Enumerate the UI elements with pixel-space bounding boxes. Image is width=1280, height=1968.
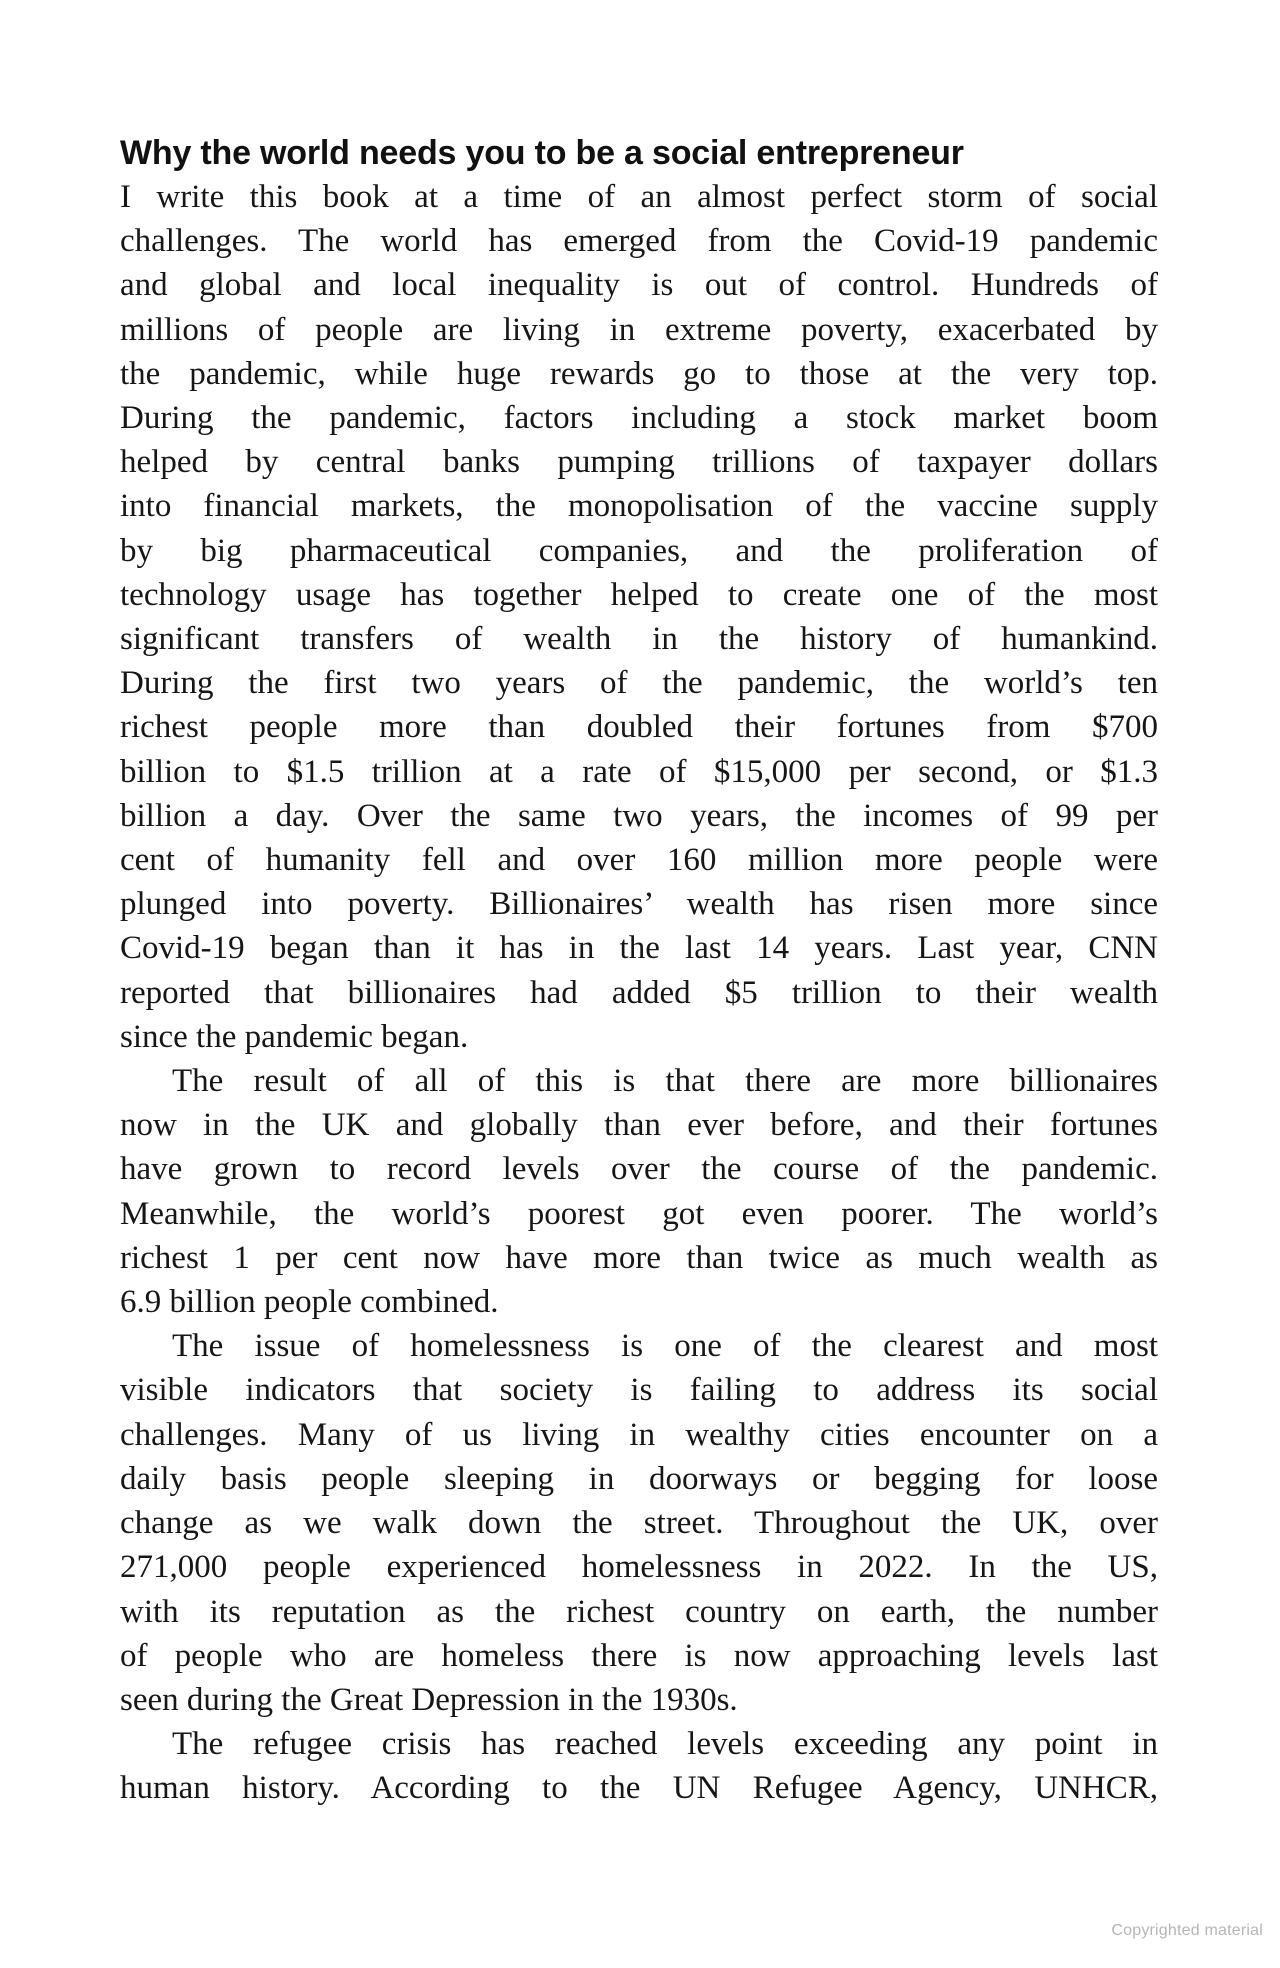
text-line: Meanwhile, the world’s poorest got even poorer. The world’s (120, 1195, 1158, 1232)
section-heading: Why the world needs you to be a social entrepreneur (120, 134, 964, 172)
text-line: richest 1 per cent now have more than twice as much wealth as (120, 1239, 1158, 1276)
text-line: daily basis people sleeping in doorways or begging for loose (120, 1460, 1158, 1497)
text-line: the pandemic, while huge rewards go to those at the very top. (120, 355, 1158, 392)
text-line: and global and local inequality is out of control. Hundreds of (120, 267, 1158, 304)
text-line: The refugee crisis has reached levels exceeding any point in (172, 1726, 1158, 1763)
paragraph (120, 1722, 1158, 1810)
text-line: since the pandemic began. (120, 1018, 469, 1055)
text-line: technology usage has together helped to create one of the most (120, 576, 1158, 613)
text-line: of people who are homeless there is now approaching levels last (120, 1637, 1158, 1674)
text-line: now in the UK and globally than ever before, and their fortunes (120, 1107, 1158, 1144)
text-line: with its reputation as the richest country on earth, the number (120, 1593, 1158, 1630)
copyright-watermark: Copyrighted material (1111, 1922, 1263, 1939)
text-line: The result of all of this is that there are more billionaires (172, 1063, 1158, 1100)
page-content (120, 131, 1158, 1811)
text-line: cent of humanity fell and over 160 million more people were (120, 842, 1158, 879)
text-line: seen during the Great Depression in the 1930s. (120, 1681, 738, 1718)
text-line: During the pandemic, factors including a stock market boom (120, 400, 1158, 437)
text-line: by big pharmaceutical companies, and the proliferation of (120, 532, 1158, 569)
text-line: human history. According to the UN Refugee Agency, UNHCR, (120, 1770, 1158, 1807)
text-line: have grown to record levels over the course of the pandemic. (120, 1151, 1158, 1188)
text-line: billion a day. Over the same two years, the incomes of 99 per (120, 797, 1158, 834)
text-line: Covid-19 began than it has in the last 14 years. Last year, CNN (120, 930, 1158, 967)
text-line: challenges. The world has emerged from the Covid-19 pandemic (120, 223, 1158, 260)
text-line: I write this book at a time of an almost perfect storm of social (120, 179, 1158, 215)
paragraph (120, 1324, 1158, 1722)
text-line: challenges. Many of us living in wealthy cities encounter on a (120, 1416, 1158, 1453)
text-line: reported that billionaires had added $5 trillion to their wealth (120, 974, 1158, 1011)
text-line: into financial markets, the monopolisation of the vaccine supply (120, 488, 1158, 525)
text-line: significant transfers of wealth in the history of humankind. (120, 621, 1158, 658)
text-line: richest people more than doubled their fortunes from $700 (120, 709, 1158, 746)
text-line: visible indicators that society is failing to address its social (120, 1372, 1158, 1409)
text-line: During the first two years of the pandemic, the world’s ten (120, 665, 1158, 702)
paragraph (120, 175, 1158, 1059)
text-line: The issue of homelessness is one of the clearest and most (172, 1328, 1158, 1365)
text-line: helped by central banks pumping trillions of taxpayer dollars (120, 444, 1158, 481)
text-line: change as we walk down the street. Throughout the UK, over (120, 1505, 1158, 1542)
body-text (120, 175, 1158, 1811)
text-line: 6.9 billion people combined. (120, 1284, 499, 1321)
text-line: millions of people are living in extreme poverty, exacerbated by (120, 311, 1158, 348)
paragraph (120, 1059, 1158, 1324)
text-line: plunged into poverty. Billionaires’ wealth has risen more since (120, 886, 1158, 923)
text-line: billion to $1.5 trillion at a rate of $15,000 per second, or $1.3 (120, 753, 1158, 790)
text-line: 271,000 people experienced homelessness in 2022. In the US, (120, 1549, 1158, 1586)
